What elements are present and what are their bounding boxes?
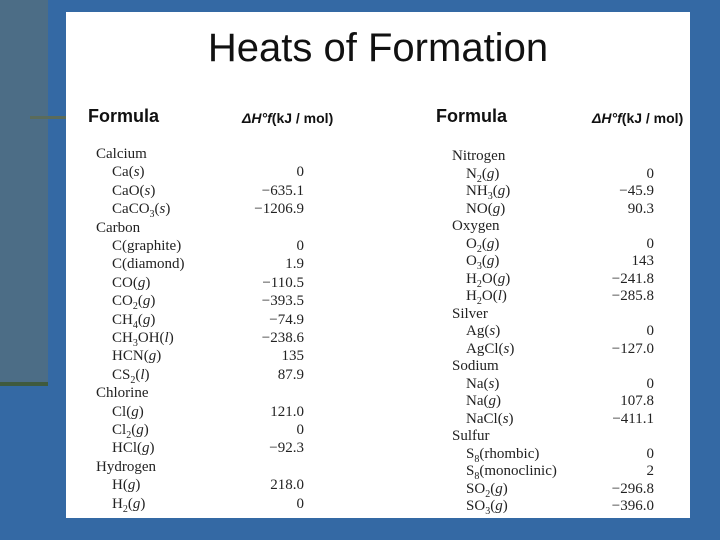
compound-formula: Na(g)	[466, 393, 502, 409]
compound-row	[66, 375, 690, 393]
compound-formula: $SO_3(g)$	[466, 498, 508, 517]
element-group-row	[66, 147, 690, 165]
element-group-row	[66, 357, 690, 375]
compound-formula: NO(g)	[466, 200, 506, 217]
compound-row	[66, 462, 690, 480]
compound-row	[66, 200, 690, 218]
compound-formula: $H_2O(l)$	[466, 288, 507, 307]
element-group-row	[66, 427, 690, 445]
compound-row	[66, 165, 690, 183]
element-name: Calcium	[96, 146, 147, 162]
compound-formula: Ca(s)	[112, 164, 145, 181]
enthalpy-value: 1.9	[285, 256, 304, 273]
enthalpy-value: 0	[646, 375, 654, 392]
enthalpy-value: 87.9	[277, 366, 304, 383]
compound-row	[66, 410, 690, 428]
enthalpy-unit: (kJ / mol)	[271, 110, 334, 126]
enthalpy-value: 0	[296, 422, 304, 438]
compound-row	[66, 270, 690, 288]
enthalpy-value: 218.0	[270, 477, 304, 494]
enthalpy-value: −296.8	[611, 480, 654, 497]
compound-formula: $CS_2(l)$	[112, 366, 150, 386]
left-formula-header: Formula	[88, 106, 160, 126]
enthalpy-value: −635.1	[261, 182, 304, 199]
enthalpy-value: −110.5	[262, 274, 304, 291]
enthalpy-unit: (kJ / mol)	[621, 110, 684, 126]
enthalpy-value: −396.0	[611, 498, 654, 514]
element-name: Oxygen	[452, 218, 500, 234]
right-formula-header: Formula	[436, 106, 508, 126]
accent-line	[30, 116, 70, 119]
compound-formula: CaO(s)	[112, 182, 156, 199]
compound-row	[66, 287, 690, 305]
compound-formula: $CH_3OH(l)$	[112, 330, 174, 349]
compound-formula: HCl(g)	[112, 440, 155, 457]
element-group-row	[66, 305, 690, 323]
right-enthalpy-header	[592, 110, 683, 126]
compound-row	[66, 340, 690, 358]
side-divider	[0, 382, 48, 386]
compound-formula: $O_2(g)$	[466, 235, 500, 255]
enthalpy-value: −1206.9	[254, 201, 304, 218]
compound-row	[66, 445, 690, 463]
compound-formula: CO(g)	[112, 274, 151, 291]
compound-row	[66, 480, 690, 498]
element-name: Chlorine	[96, 385, 149, 402]
compound-formula: $S_8(rhombic)$	[466, 445, 540, 465]
compound-formula: $CH_4(g)$	[112, 311, 156, 331]
left-enthalpy-header	[242, 110, 333, 126]
enthalpy-value: −285.8	[611, 288, 654, 304]
compound-formula: Cl(g)	[112, 403, 144, 420]
enthalpy-value: 0	[296, 164, 304, 181]
enthalpy-value: 0	[646, 323, 654, 339]
slide-content	[66, 12, 690, 518]
enthalpy-symbol: ΔH°f	[242, 110, 272, 126]
enthalpy-value: 2	[646, 463, 654, 479]
enthalpy-value: −393.5	[261, 293, 304, 310]
enthalpy-value: 0	[646, 235, 654, 252]
compound-formula: $SO_2(g)$	[466, 480, 508, 500]
enthalpy-value: −45.9	[619, 183, 654, 199]
compound-formula: H(g)	[112, 477, 141, 494]
compound-formula: CaCO$_3$(s)	[112, 201, 171, 221]
element-name: Sodium	[452, 358, 499, 374]
compound-row	[66, 252, 690, 270]
compound-formula: NaCl(s)	[466, 410, 514, 427]
enthalpy-value: 0	[296, 495, 304, 512]
enthalpy-value: −411.1	[612, 410, 654, 427]
compound-formula: $Cl_2(g)$	[112, 422, 149, 441]
compound-row	[66, 497, 690, 515]
side-panel	[0, 0, 48, 384]
enthalpy-value: 0	[646, 445, 654, 462]
element-name: Sulfur	[452, 428, 490, 444]
compound-row	[66, 322, 690, 340]
compound-row	[66, 235, 690, 253]
enthalpy-symbol: ΔH°f	[592, 110, 622, 126]
element-group-row	[66, 217, 690, 235]
compound-formula: C(graphite)	[112, 238, 182, 254]
enthalpy-value: −127.0	[611, 340, 654, 357]
element-name: Hydrogen	[96, 458, 156, 475]
compound-row	[66, 392, 690, 410]
enthalpy-value: −241.8	[611, 270, 654, 287]
compound-formula: $N_2(g)$	[466, 165, 500, 185]
compound-formula: AgCl(s)	[466, 340, 515, 357]
enthalpy-value: 121.0	[270, 403, 304, 420]
element-name: Nitrogen	[452, 148, 506, 164]
compound-formula: $NH_3(g)$	[466, 183, 511, 202]
compound-formula: HCN(g)	[112, 348, 162, 365]
compound-formula: C(diamond)	[112, 256, 185, 273]
enthalpy-value: 0	[646, 165, 654, 182]
compound-formula: $S_8(monoclinic)$	[466, 463, 557, 482]
compound-formula: $H_2O(g)$	[466, 270, 511, 290]
enthalpy-value: 143	[631, 253, 654, 269]
enthalpy-value: −92.3	[269, 440, 304, 457]
element-name: Silver	[452, 305, 488, 322]
enthalpy-value: 0	[296, 238, 304, 254]
compound-formula: $H_2(g)$	[112, 495, 146, 515]
compound-formula: Na(s)	[466, 375, 500, 392]
compound-formula: $CO_2(g)$	[112, 293, 156, 313]
compound-row	[66, 182, 690, 200]
enthalpy-value: 107.8	[620, 393, 654, 409]
enthalpy-value: 90.3	[627, 200, 654, 217]
enthalpy-value: −238.6	[261, 330, 304, 346]
compound-formula: $O_3(g)$	[466, 253, 500, 272]
page-title: Heats of Formation	[207, 26, 549, 70]
enthalpy-value: 135	[281, 348, 304, 365]
compound-formula: Ag(s)	[466, 323, 501, 339]
element-name: Carbon	[96, 219, 141, 236]
enthalpy-value: −74.9	[269, 311, 304, 328]
